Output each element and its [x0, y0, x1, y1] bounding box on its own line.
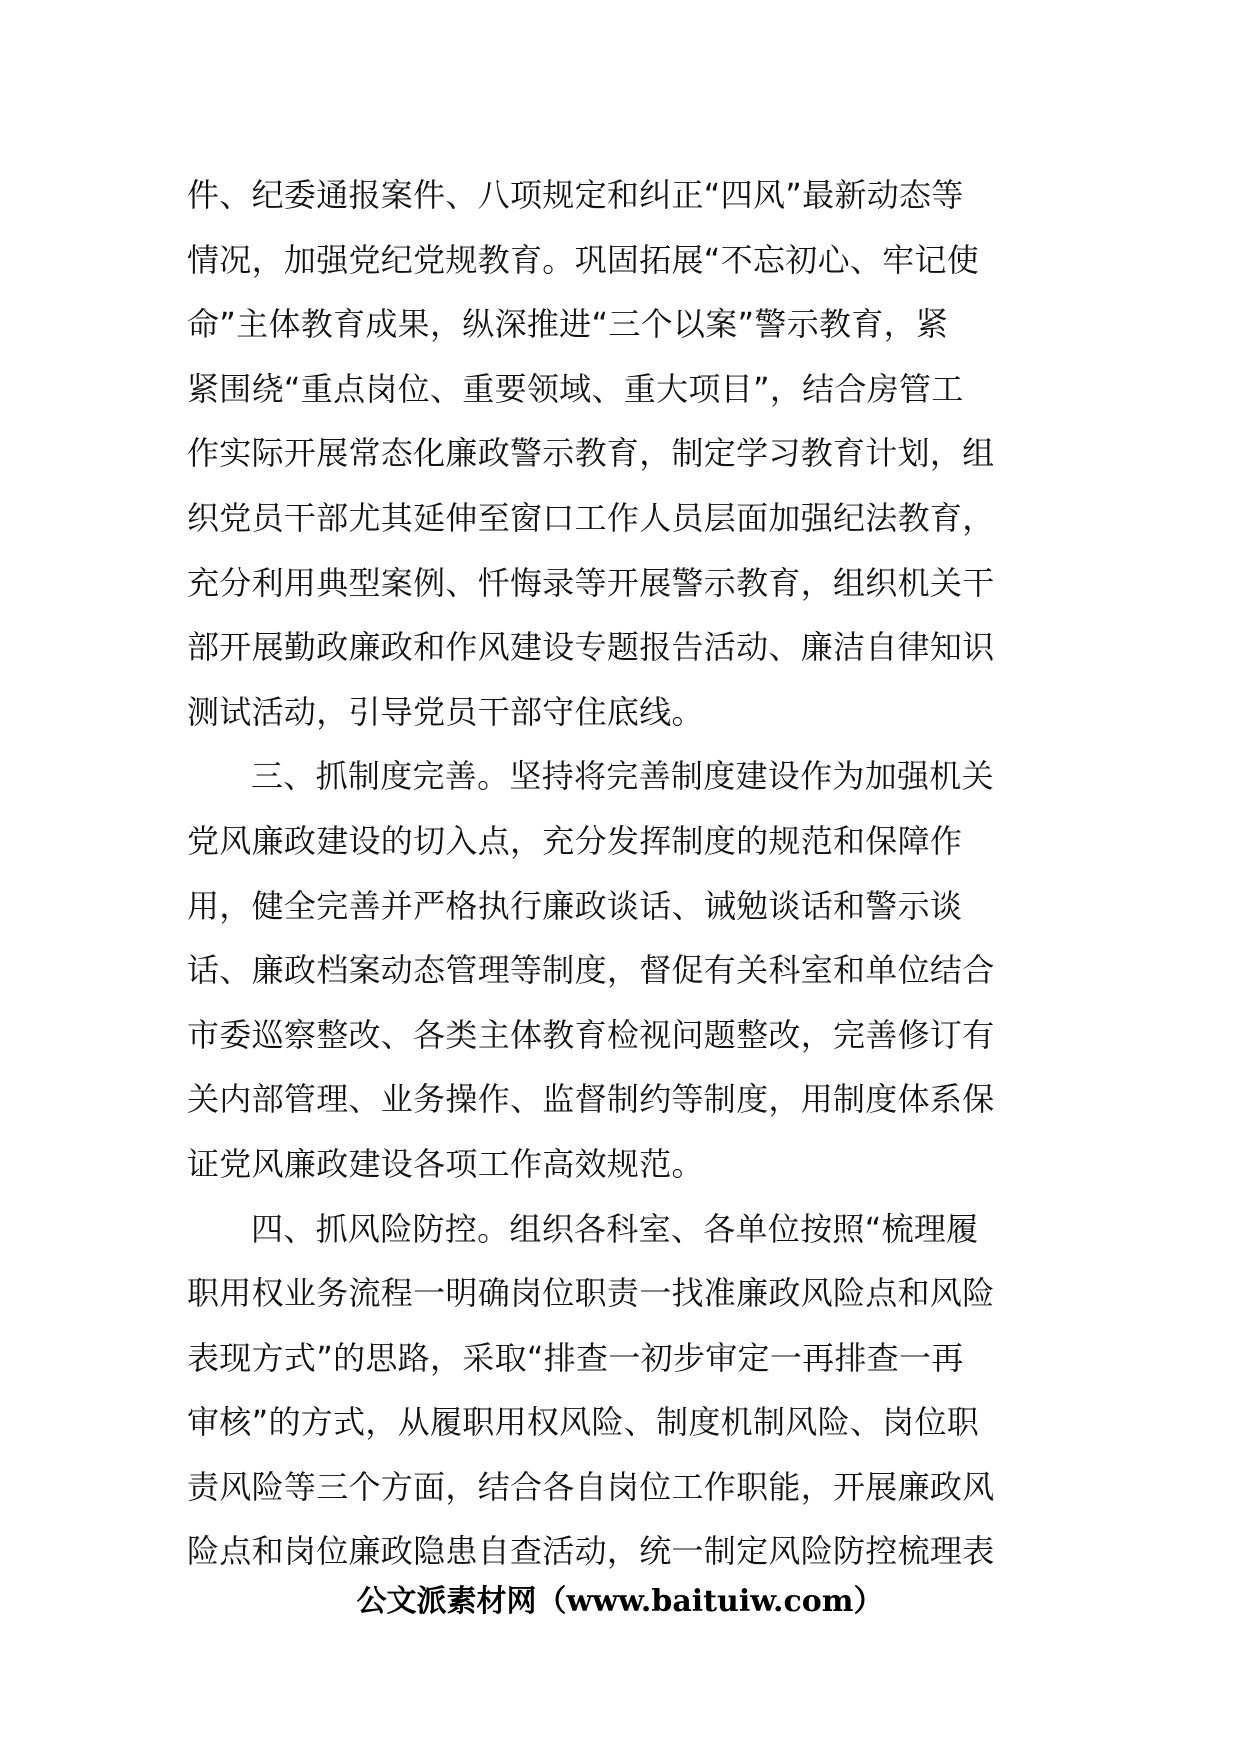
- text-line: 充分利用典型案例、忏悔录等开展警示教育，组织机关干: [187, 563, 995, 602]
- document-body: [187, 163, 1055, 1584]
- text-line: 情况，加强党纪党规教育。巩固拓展“不忘初心、牢记使: [187, 240, 980, 279]
- text-line: 审核”的方式，从履职用权风险、制度机制风险、岗位职: [187, 1403, 980, 1442]
- text-line: 表现方式”的思路，采取“排查一初步审定一再排查一再: [187, 1338, 964, 1377]
- text-line: 紧围绕“重点岗位、重要领域、重大项目”，结合房管工: [187, 369, 964, 408]
- text-line: 职用权业务流程一明确岗位职责一找准廉政风险点和风险: [187, 1274, 995, 1313]
- text-line: 市委巡察整改、各类主体教育检视问题整改，完善修订有: [187, 1015, 995, 1054]
- text-line: 党风廉政建设的切入点，充分发挥制度的规范和保障作: [187, 821, 963, 860]
- section-heading-line: 四、抓风险防控。组织各科室、各单位按照“梳理履: [251, 1209, 979, 1248]
- text-line: 件、纪委通报案件、八项规定和纠正“四风”最新动态等: [187, 176, 964, 214]
- text-line: 证党风廉政建设各项工作高效规范。: [187, 1144, 704, 1183]
- text-line: 关内部管理、业务操作、监督制约等制度，用制度体系保: [187, 1080, 995, 1119]
- text-line: 话、廉政档案动态管理等制度，督促有关科室和单位结合: [187, 951, 995, 990]
- text-line: 作实际开展常态化廉政警示教育，制定学习教育计划，组: [187, 434, 995, 473]
- text-line: 险点和岗位廉政隐患自查活动，统一制定风险防控梳理表: [187, 1532, 995, 1571]
- text-line: 部开展勤政廉政和作风建设专题报告活动、廉洁自律知识: [187, 628, 995, 667]
- section-heading-line: 三、抓制度完善。坚持将完善制度建设作为加强机关: [251, 757, 994, 796]
- text-line: 测试活动，引导党员干部守住底线。: [187, 692, 704, 731]
- text-line: 用，健全完善并严格执行廉政谈话、诫勉谈话和警示谈: [187, 886, 963, 925]
- watermark-footer: 公文派素材网（www.baituiw.com）: [356, 1584, 884, 1619]
- text-line: 命”主体教育成果，纵深推进“三个以案”警示教育，紧: [187, 305, 949, 344]
- text-line: 责风险等三个方面，结合各自岗位工作职能，开展廉政风: [187, 1467, 995, 1506]
- text-line: 织党员干部尤其延伸至窗口工作人员层面加强纪法教育，: [187, 498, 995, 537]
